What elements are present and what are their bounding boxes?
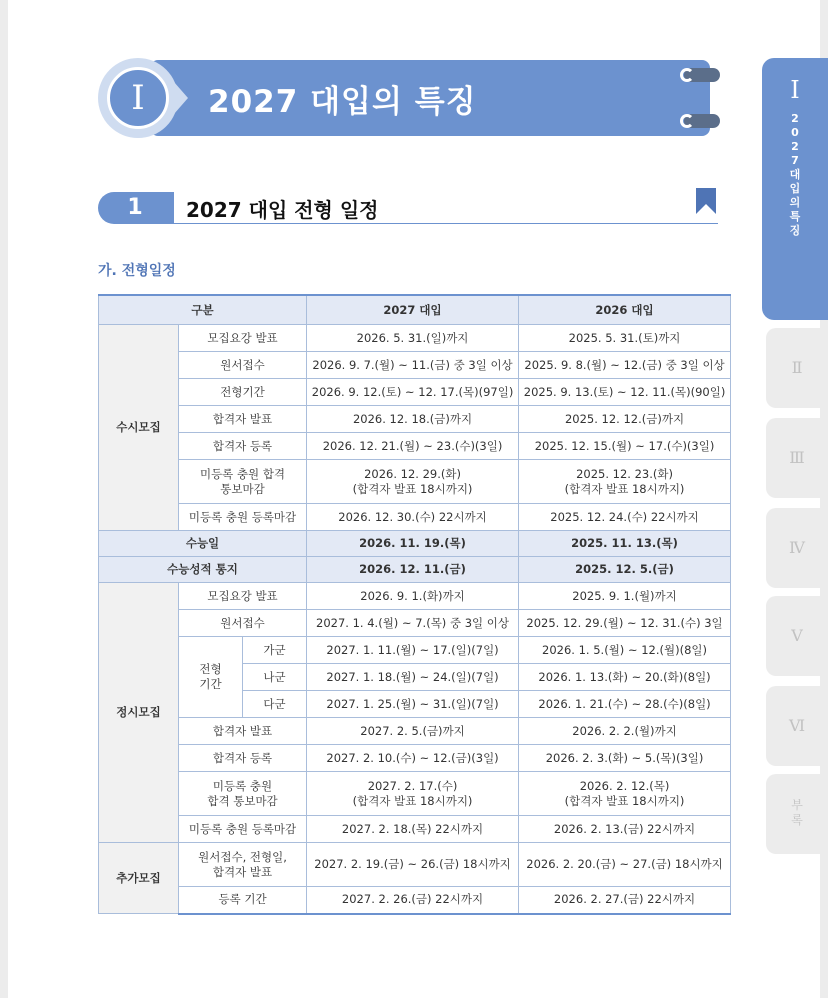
cell-2027: 2026. 12. 21.(월) ~ 23.(수)(3일) [307,433,519,460]
row-label-line: 통보마감 [220,481,265,496]
row-label [179,460,307,504]
row-label-line: 미등록 충원 합격 [199,466,286,481]
subheading: 가. 전형일정 [98,263,176,279]
section-divider [174,223,718,224]
bookmark-notch [696,204,716,214]
side-tab-chapter-3[interactable]: Ⅲ [766,418,828,498]
row-label: 미등록 충원 등록마감 [179,504,307,531]
row-label [179,843,307,887]
cell-2027: 2026. 12. 11.(금) [307,557,519,583]
side-tab-chapter-6[interactable]: Ⅵ [766,686,828,766]
side-tab-chapter-4[interactable]: Ⅳ [766,508,828,588]
table-row [99,352,731,379]
cell-2027: 2027. 2. 19.(금) ~ 26.(금) 18시까지 [307,843,519,887]
period-label-line: 기간 [199,677,222,691]
schedule-table [98,294,731,915]
side-tab-chapter-5[interactable]: Ⅴ [766,596,828,676]
table-row [99,887,731,914]
cell-2026 [519,460,731,504]
cell-2026: 2025. 9. 13.(토) ~ 12. 11.(목)(90일) [519,379,731,406]
row-label: 모집요강 발표 [179,325,307,352]
cell-2027: 2027. 1. 18.(월) ~ 24.(일)(7일) [307,664,519,691]
binder-hook-icon [680,68,694,82]
cell-2026 [519,772,731,816]
section-number: 1 [127,195,143,220]
row-label: 수능성적 통지 [99,557,307,583]
table-row [99,460,731,504]
cell-2027: 2026. 9. 7.(월) ~ 11.(금) 중 3일 이상 [307,352,519,379]
cell-line: (합격자 발표 18시까지) [564,481,685,496]
row-label: 모집요강 발표 [179,583,307,610]
cell-2027: 2026. 9. 12.(토) ~ 12. 17.(목)(97일) [307,379,519,406]
cell-line: 2026. 12. 29.(화) [364,466,461,481]
cell-line: 2026. 2. 12.(목) [579,778,670,793]
cell-2027: 2026. 12. 18.(금)까지 [307,406,519,433]
cell-line: (합격자 발표 18시까지) [564,793,685,808]
row-label-line: 원서접수, 전형일, [198,849,287,864]
cell-2026: 2026. 2. 20.(금) ~ 27.(금) 18시까지 [519,843,731,887]
row-label: 원서접수 [179,352,307,379]
cell-2026: 2025. 9. 1.(월)까지 [519,583,731,610]
cell-line: (합격자 발표 18시까지) [352,481,473,496]
cell-2026: 2026. 2. 2.(월)까지 [519,718,731,745]
cell-2026: 2026. 1. 5.(월) ~ 12.(월)(8일) [519,637,731,664]
table-row [99,379,731,406]
row-label: 전형기간 [179,379,307,406]
cell-2027: 2026. 5. 31.(일)까지 [307,325,519,352]
side-tab-numeral: Ⅰ [790,76,800,104]
row-label-line: 미등록 충원 [212,778,273,793]
group-label-susi: 수시모집 [99,325,179,531]
period-label [179,637,243,718]
binder-hook-icon [680,114,694,128]
period-label-line: 전형 [199,662,222,676]
cell-2026: 2026. 1. 21.(수) ~ 28.(수)(8일) [519,691,731,718]
table-row [99,583,731,610]
cell-2026: 2025. 12. 24.(수) 22시까지 [519,504,731,531]
side-tab-chapter-1[interactable] [762,58,828,320]
row-label: 원서접수 [179,610,307,637]
row-label: 수능일 [99,531,307,557]
cell-2026: 2025. 12. 12.(금)까지 [519,406,731,433]
row-label-line: 합격자 발표 [212,864,273,879]
row-label [179,772,307,816]
chevron-right-icon [174,82,188,114]
cell-2026: 2026. 2. 3.(화) ~ 5.(목)(3일) [519,745,731,772]
cell-line: 2025. 12. 23.(화) [576,466,673,481]
table-row-suneung [99,531,731,557]
chapter-title: 2027 대입의 특징 [208,84,477,120]
cell-2027: 2027. 1. 25.(월) ~ 31.(일)(7일) [307,691,519,718]
table-row [99,433,731,460]
table-row [99,325,731,352]
side-tab-appendix[interactable] [766,774,828,854]
cell-2027: 2027. 2. 5.(금)까지 [307,718,519,745]
sub-label: 다군 [243,691,307,718]
cell-2027: 2027. 2. 26.(금) 22시까지 [307,887,519,914]
row-label: 등록 기간 [179,887,307,914]
cell-2027: 2026. 9. 1.(화)까지 [307,583,519,610]
table-row-score [99,557,731,583]
cell-2026: 2025. 11. 13.(목) [519,531,731,557]
row-label: 합격자 발표 [179,406,307,433]
cell-2026: 2025. 12. 29.(월) ~ 12. 31.(수) 3일 [519,610,731,637]
table-row [99,843,731,887]
cell-2027: 2026. 12. 30.(수) 22시까지 [307,504,519,531]
cell-line: (합격자 발표 18시까지) [352,793,473,808]
cell-2026: 2026. 2. 13.(금) 22시까지 [519,816,731,843]
sub-label: 나군 [243,664,307,691]
cell-2026: 2025. 9. 8.(월) ~ 12.(금) 중 3일 이상 [519,352,731,379]
cell-2027: 2026. 11. 19.(목) [307,531,519,557]
group-label-jeongsi: 정시모집 [99,583,179,843]
cell-2027 [307,460,519,504]
table-row [99,504,731,531]
cell-2027: 2027. 1. 4.(월) ~ 7.(목) 중 3일 이상 [307,610,519,637]
chapter-numeral: Ⅰ [131,78,145,118]
row-label-line: 합격 통보마감 [207,793,278,808]
cell-2026: 2026. 1. 13.(화) ~ 20.(화)(8일) [519,664,731,691]
table-row [99,745,731,772]
table-row [99,637,731,664]
cell-2027: 2027. 2. 10.(수) ~ 12.(금)(3일) [307,745,519,772]
table-row [99,816,731,843]
sub-label: 가군 [243,637,307,664]
cell-2027: 2027. 1. 11.(월) ~ 17.(일)(7일) [307,637,519,664]
cell-line: 2027. 2. 17.(수) [367,778,458,793]
header-2026: 2026 대입 [519,295,731,325]
table-row [99,772,731,816]
table-row [99,718,731,745]
side-tab-chapter-2[interactable]: Ⅱ [766,328,828,408]
cell-2026: 2026. 2. 27.(금) 22시까지 [519,887,731,914]
row-label: 합격자 발표 [179,718,307,745]
header-2027: 2027 대입 [307,295,519,325]
cell-2026: 2025. 12. 15.(월) ~ 17.(수)(3일) [519,433,731,460]
cell-2027: 2027. 2. 18.(목) 22시까지 [307,816,519,843]
side-tab-label: 2027대입의특징 [789,112,801,237]
table-header-row [99,295,731,325]
row-label: 합격자 등록 [179,745,307,772]
side-tab-appendix-label: 부록 [791,798,803,827]
section-title: 2027 대입 전형 일정 [186,198,379,222]
cell-2026: 2025. 12. 5.(금) [519,557,731,583]
header-category: 구분 [99,295,307,325]
row-label: 합격자 등록 [179,433,307,460]
table-row [99,610,731,637]
table-row [99,406,731,433]
group-label-chuga: 추가모집 [99,843,179,914]
row-label: 미등록 충원 등록마감 [179,816,307,843]
cell-2027 [307,772,519,816]
cell-2026: 2025. 5. 31.(토)까지 [519,325,731,352]
